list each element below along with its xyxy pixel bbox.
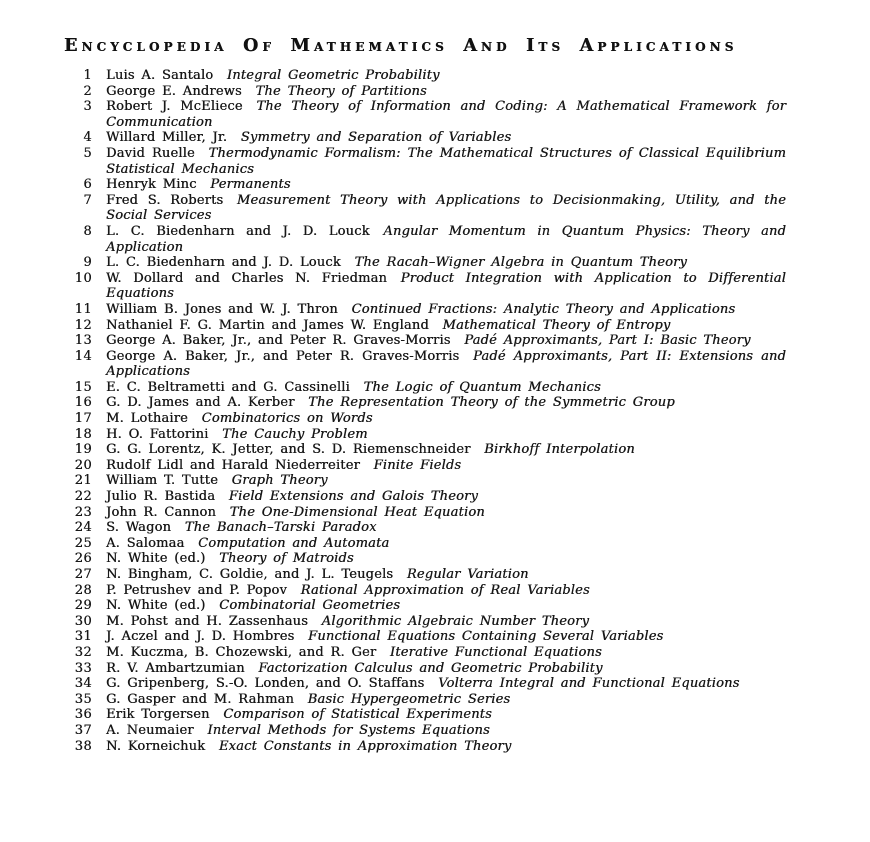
entry-title: Iterative Functional Equations <box>389 644 602 660</box>
list-item <box>64 193 870 224</box>
entry-title: Integral Geometric Probability <box>226 68 440 83</box>
entry-number: 25 <box>74 535 92 551</box>
list-item <box>64 271 870 302</box>
entry-title: Regular Variation <box>406 567 529 582</box>
entry-authors: G. G. Lorentz, K. Jetter, and S. D. Riemenschneider <box>106 442 471 458</box>
list-item <box>64 676 870 692</box>
entry-number: 16 <box>74 395 92 411</box>
entry-authors: N. Korneichuk <box>106 738 206 754</box>
entry-title: Computation and Automata <box>198 535 390 551</box>
entry-authors: Rudolf Lidl and Harald Niederreiter <box>106 457 360 473</box>
entry-authors: Nathaniel F. G. Martin and James W. England <box>106 317 429 333</box>
entry-title: Symmetry and Separation of Variables <box>240 130 512 146</box>
entry-number: 19 <box>74 442 92 458</box>
list-item <box>64 84 870 100</box>
entry-number: 28 <box>74 582 92 598</box>
entry-authors: A. Salomaa <box>106 535 185 551</box>
entry-authors: G. D. James and A. Kerber <box>106 395 295 411</box>
list-item <box>64 333 870 349</box>
entry-title: The Theory of Partitions <box>255 83 427 99</box>
list-item <box>64 598 870 614</box>
list-item <box>64 505 870 521</box>
entry-number: 5 <box>83 145 92 161</box>
entry-authors: M. Lothaire <box>106 411 188 427</box>
list-item <box>64 68 870 84</box>
list-item <box>64 130 870 146</box>
entry-authors: N. Bingham, C. Goldie, and J. L. Teugels <box>106 567 394 582</box>
list-item <box>64 583 870 599</box>
entry-number: 30 <box>74 613 92 629</box>
list-item <box>64 224 870 255</box>
entry-authors: H. O. Fattorini <box>106 426 209 442</box>
list-item <box>64 567 870 583</box>
entry-number: 22 <box>74 489 92 505</box>
list-item <box>64 411 870 427</box>
entry-authors: G. Gripenberg, S.-O. Londen, and O. Staffans <box>106 676 425 692</box>
entry-authors: L. C. Biedenharn and J. D. Louck <box>106 255 341 271</box>
list-item <box>64 489 870 505</box>
entry-title: Combinatorics on Words <box>201 411 373 427</box>
list-item <box>64 380 870 396</box>
entry-title: The Logic of Quantum Mechanics <box>363 379 601 395</box>
entry-title: Continued Fractions: Analytic Theory and Applications <box>351 301 736 317</box>
list-item <box>64 707 870 723</box>
entry-authors: G. Gasper and M. Rahman <box>106 691 295 707</box>
entry-number: 9 <box>83 255 92 271</box>
entry-authors: N. White (ed.) <box>106 598 206 614</box>
entry-title: Product Integration with Application to Differential Equations <box>106 270 786 302</box>
entry-number: 23 <box>74 504 92 520</box>
entry-title: Thermodynamic Formalism: The Mathematical Structures of Classical Equilibrium Statistical Mechanics <box>106 145 786 177</box>
list-item <box>64 536 870 552</box>
entry-title: Rational Approximation of Real Variables <box>300 582 590 598</box>
entry-title: Padé Approximants, Part I: Basic Theory <box>464 333 751 349</box>
entry-number: 33 <box>74 660 92 676</box>
entry-title: Functional Equations Containing Several Variables <box>308 629 664 645</box>
list-item <box>64 629 870 645</box>
list-item <box>64 645 870 661</box>
entry-authors: A. Neumaier <box>106 722 194 738</box>
entry-authors: John R. Cannon <box>106 504 217 520</box>
entry-number: 6 <box>83 177 92 193</box>
entry-title: The Representation Theory of the Symmetric Group <box>308 395 675 411</box>
entry-number: 7 <box>83 192 92 208</box>
entry-number: 29 <box>74 598 92 614</box>
entry-title: Comparison of Statistical Experiments <box>223 707 492 723</box>
entry-number: 36 <box>74 707 92 723</box>
entry-number: 17 <box>74 411 92 427</box>
entry-title: Mathematical Theory of Entropy <box>442 317 671 333</box>
entry-number: 8 <box>83 223 92 239</box>
list-item <box>64 614 870 630</box>
entry-number: 13 <box>74 333 92 349</box>
entry-authors: P. Petrushev and P. Popov <box>106 582 287 598</box>
entry-number: 35 <box>74 691 92 707</box>
entry-authors: J. Aczel and J. D. Hombres <box>106 629 295 645</box>
entry-authors: Luis A. Santalo <box>106 68 214 83</box>
entry-authors: Erik Torgersen <box>106 707 210 723</box>
entry-authors: David Ruelle <box>106 145 195 161</box>
list-item <box>64 520 870 536</box>
entry-title: Theory of Matroids <box>219 551 354 567</box>
list-item <box>64 255 870 271</box>
entry-number: 12 <box>74 317 92 333</box>
entry-number: 14 <box>74 348 92 364</box>
entry-number: 2 <box>83 83 92 99</box>
entry-number: 38 <box>74 738 92 754</box>
entry-title: The Banach–Tarski Paradox <box>184 520 377 536</box>
list-item <box>64 692 870 708</box>
entry-number: 15 <box>74 379 92 395</box>
entry-title: Interval Methods for Systems Equations <box>207 722 490 738</box>
series-title: Encyclopedia Of Mathematics And Its Applications <box>64 36 738 56</box>
entry-authors: Julio R. Bastida <box>106 489 216 505</box>
entry-authors: M. Kuczma, B. Chozewski, and R. Ger <box>106 644 377 660</box>
entry-authors: George A. Baker, Jr., and Peter R. Graves-Morris <box>106 333 451 349</box>
entry-title: Combinatorial Geometries <box>219 598 401 614</box>
entry-title: The Racah–Wigner Algebra in Quantum Theory <box>354 255 687 271</box>
entry-authors: N. White (ed.) <box>106 551 206 567</box>
list-item <box>64 302 870 318</box>
entry-title: The One-Dimensional Heat Equation <box>229 504 485 520</box>
entry-authors: Henryk Minc <box>106 177 197 193</box>
entry-title: Factorization Calculus and Geometric Probability <box>258 660 603 676</box>
entry-title: The Theory of Information and Coding: A Mathematical Framework for Communication <box>106 99 787 130</box>
entry-number: 31 <box>74 629 92 645</box>
entry-number: 20 <box>74 457 92 473</box>
list-item <box>64 458 870 474</box>
entry-title: Measurement Theory with Applications to Decisionmaking, Utility, and the Social Services <box>106 192 786 224</box>
entry-number: 3 <box>83 99 92 115</box>
entry-authors: W. Dollard and Charles N. Friedman <box>106 270 388 286</box>
entry-title: Padé Approximants, Part II: Extensions and Applications <box>106 348 786 380</box>
entry-title: Field Extensions and Galois Theory <box>228 489 478 505</box>
entry-title: Angular Momentum in Quantum Physics: Theory and Application <box>106 223 786 255</box>
entry-number: 27 <box>74 567 92 582</box>
entry-title: Basic Hypergeometric Series <box>307 691 511 707</box>
entry-title: Permanents <box>210 177 291 193</box>
entry-title: Birkhoff Interpolation <box>484 442 635 458</box>
list-item <box>64 442 870 458</box>
entry-number: 32 <box>74 644 92 660</box>
entry-number: 11 <box>74 301 92 317</box>
entry-number: 18 <box>74 426 92 442</box>
list-item <box>64 349 870 380</box>
list-item <box>64 318 870 334</box>
list-item <box>64 473 870 489</box>
entry-authors: William B. Jones and W. J. Thron <box>106 301 338 317</box>
entry-authors: Robert J. McEliece <box>106 99 243 115</box>
list-item <box>64 551 870 567</box>
book-list <box>64 68 870 754</box>
entry-authors: E. C. Beltrametti and G. Cassinelli <box>106 379 350 395</box>
list-item <box>64 177 870 193</box>
entry-title: The Cauchy Problem <box>222 426 368 442</box>
entry-number: 34 <box>74 676 92 692</box>
entry-title: Finite Fields <box>373 457 462 473</box>
entry-number: 4 <box>83 130 92 146</box>
entry-authors: Willard Miller, Jr. <box>106 130 228 146</box>
list-item <box>64 723 870 739</box>
entry-title: Graph Theory <box>231 473 328 489</box>
entry-number: 26 <box>74 551 92 567</box>
entry-number: 1 <box>83 68 92 83</box>
entry-authors: George A. Baker, Jr., and Peter R. Graves-Morris <box>106 348 460 364</box>
list-item <box>64 739 870 755</box>
entry-authors: R. V. Ambartzumian <box>106 660 245 676</box>
entry-title: Algorithmic Algebraic Number Theory <box>321 613 590 629</box>
entry-title: Exact Constants in Approximation Theory <box>218 738 512 754</box>
entry-number: 37 <box>74 722 92 738</box>
entry-authors: George E. Andrews <box>106 83 242 99</box>
entry-number: 21 <box>74 473 92 489</box>
list-item <box>64 99 870 130</box>
list-item <box>64 427 870 443</box>
entry-authors: L. C. Biedenharn and J. D. Louck <box>106 223 370 239</box>
entry-authors: M. Pohst and H. Zassenhaus <box>106 613 308 629</box>
entry-authors: Fred S. Roberts <box>106 192 224 208</box>
entry-title: Volterra Integral and Functional Equations <box>438 676 740 692</box>
entry-authors: S. Wagon <box>106 520 172 536</box>
list-item <box>64 395 870 411</box>
list-item <box>64 146 870 177</box>
entry-authors: William T. Tutte <box>106 473 218 489</box>
entry-number: 24 <box>74 520 92 536</box>
entry-number: 10 <box>74 270 92 286</box>
list-item <box>64 661 870 677</box>
